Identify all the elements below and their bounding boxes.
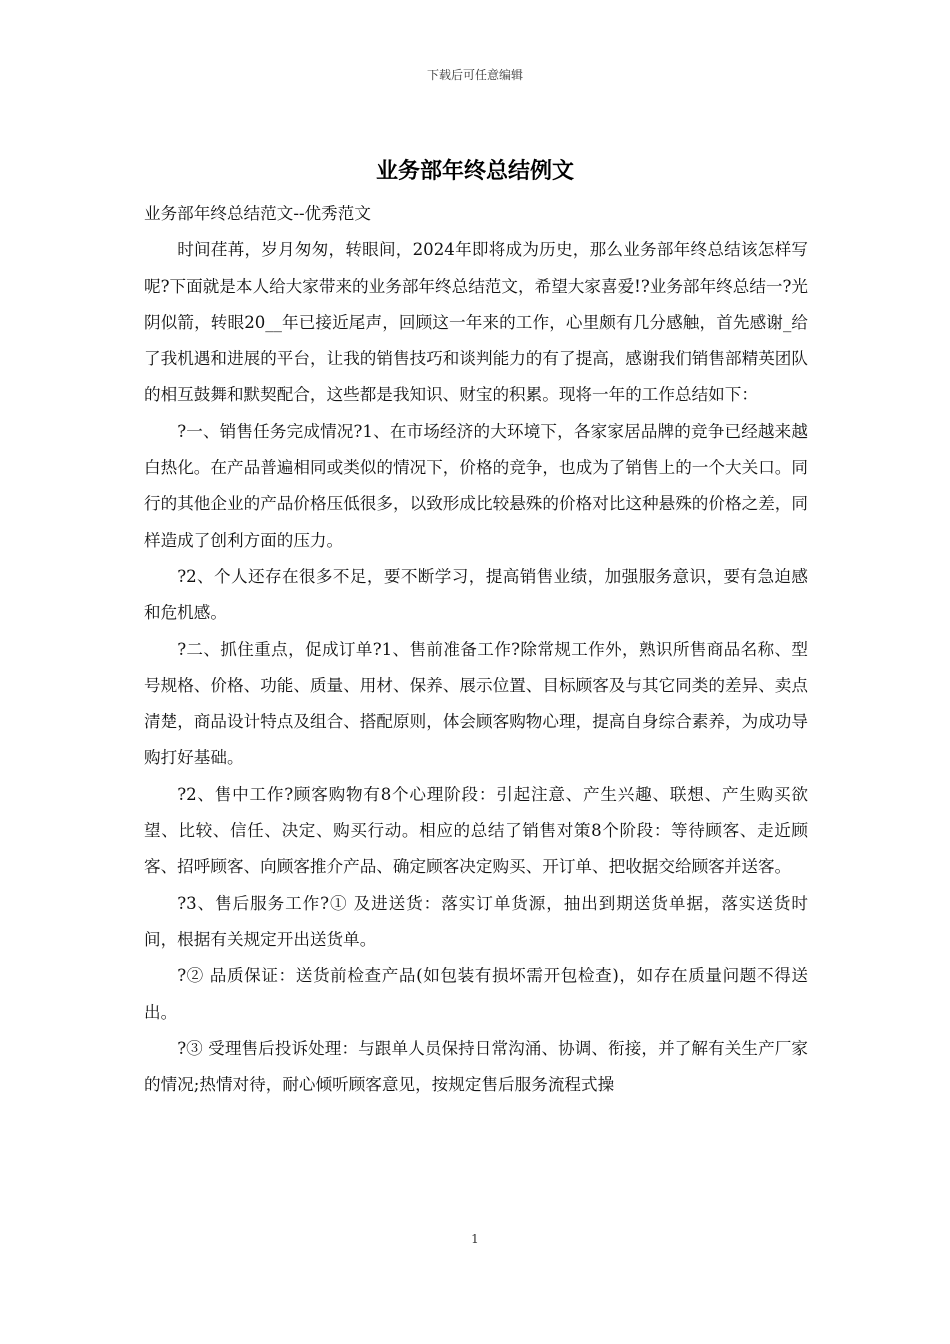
paragraph-quality-assurance: ?② 品质保证：送货前检查产品(如包装有损坏需开包检查)，如存在质量问题不得送出。: [144, 966, 808, 1022]
page-number: 1: [471, 1232, 479, 1246]
paragraph-personal-shortcomings: ?2、个人还存在很多不足，要不断学习，提高销售业绩，加强服务意识，要有急迫感和危机感。: [144, 566, 808, 623]
paragraph-after-sale: ?3、售后服务工作?① 及进送货：落实订单货源，抽出到期送货单据，落实送货时间，根据有关规定开出送货单。: [144, 893, 808, 949]
paragraph-pre-sale: ?二、抓住重点，促成订单?1、售前准备工作?除常规工作外，熟识所售商品名称、型号规格、价格、功能、质量、用材、保养、展示位置、目标顾客及与其它同类的差异、卖点清楚，商品设计特点及组合、搭配原则，体会顾客购物心理，提高自身综合素养，为成功导购打好基础。: [144, 639, 808, 768]
paragraph-complaint-handling: ?③ 受理售后投诉处理：与跟单人员保持日常沟涌、协调、衔接，并了解有关生产厂家的情况;热情对待，耐心倾听顾客意见，按规定售后服务流程式操: [144, 1038, 808, 1095]
document-title: 业务部年终总结例文: [375, 159, 574, 184]
header-note: 下载后可任意编辑: [426, 68, 523, 82]
document-body: [144, 196, 808, 1103]
paragraph-intro: 时间荏苒，岁月匆匆，转眼间，2024年即将成为历史，那么业务部年终总结该怎样写呢?下面就是本人给大家带来的业务部年终总结范文，希望大家喜爱!?业务部年终总结一?光阴似箭，转眼20__年已接近尾声，回顾这一年来的工作，心里颇有几分感触，首先感谢_给了我机遇和进展的平台，让我的销售技巧和谈判能力的有了提高，感谢我们销售部精英团队的相互鼓舞和默契配合，这些都是我知识、财宝的积累。现将一年的工作总结如下：: [144, 240, 808, 405]
paragraph-in-sale: ?2、售中工作?顾客购物有8个心理阶段：引起注意、产生兴趣、联想、产生购买欲望、比较、信任、决定、购买行动。相应的总结了销售对策8个阶段：等待顾客、走近顾客、招呼顾客、向顾客推介产品、确定顾客决定购买、开订单、把收据交给顾客并送客。: [144, 784, 808, 877]
document-subtitle: 业务部年终总结范文--优秀范文: [144, 204, 371, 223]
paragraph-sales-task: ?一、销售任务完成情况?1、在市场经济的大环境下，各家家居品牌的竞争已经越来越白热化。在产品普遍相同或类似的情况下，价格的竞争，也成为了销售上的一个大关口。同行的其他企业的产品价格压低很多，以致形成比较悬殊的价格对比这种悬殊的价格之差，同样造成了创利方面的压力。: [144, 421, 808, 550]
